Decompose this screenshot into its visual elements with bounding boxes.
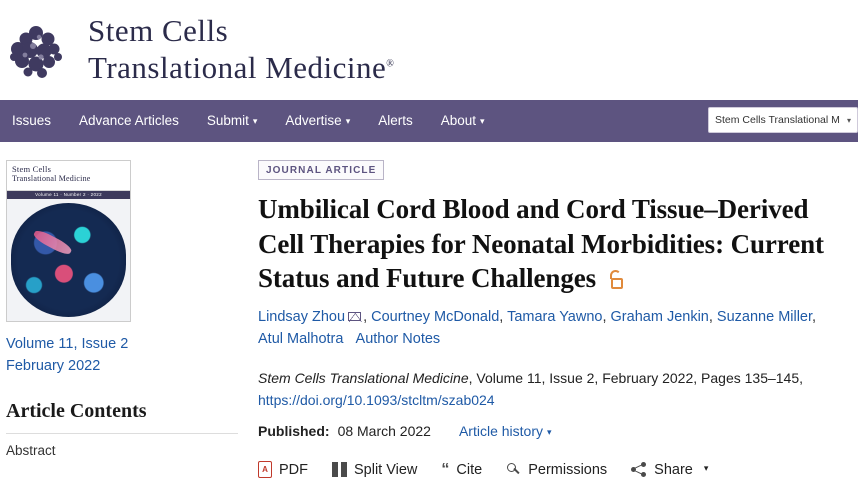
citation-journal-name: Stem Cells Translational Medicine [258,369,469,386]
author-link-2[interactable]: Courtney McDonald [371,308,500,325]
doi-link[interactable]: https://doi.org/10.1093/stcltm/szab024 [258,391,495,408]
nav-item-advance-articles[interactable]: Advance Articles [79,113,179,128]
article-contents-heading: Article Contents [6,399,147,422]
article-toolbar [258,461,842,478]
chevron-down-icon: ▾ [345,116,351,126]
article-history-toggle[interactable]: Article history ▾ [458,423,552,440]
chevron-down-icon: ▾ [703,463,709,474]
published-date: 08 March 2022 [337,423,431,440]
permissions-button[interactable]: Permissions [506,462,607,478]
cite-button[interactable]: “ Cite [441,460,483,478]
main-navigation [0,100,858,142]
author-link-4[interactable]: Graham Jenkin [610,308,709,325]
masthead [0,0,858,100]
cover-masthead [7,161,130,191]
article-header [258,160,858,478]
key-icon [506,462,521,477]
author-list: Lindsay Zhou , Courtney McDonald, Tamara Yawno, Graham Jenkin, Suzanne Miller, Atul Malhotra Author Notes [258,308,817,348]
split-view-icon [332,462,347,477]
citation-line [258,367,842,412]
email-icon[interactable] [348,312,361,321]
cover-volume-band: Volume 11 · Number 2 · 2022 [7,191,130,199]
article-type-badge: JOURNAL ARTICLE [258,160,384,180]
nav-item-issues[interactable]: Issues [12,113,52,128]
citation-rest: , Volume 11, Issue 2, February 2022, Pages 135–145, [468,369,804,386]
page-content [0,142,858,478]
author-link-1[interactable]: Lindsay Zhou [258,308,346,325]
author-notes-link[interactable]: Author Notes [355,331,441,348]
volume-issue-link[interactable]: Volume 11, Issue 2 [6,336,129,352]
journal-title-line1: Stem Cells [88,13,229,49]
page-title [258,192,842,296]
split-view-button[interactable]: Split View [332,462,417,478]
nav-item-about[interactable]: About ▾ [440,113,485,128]
journal-title-line2: Translational Medicine® [88,50,395,85]
author-link-6[interactable]: Atul Malhotra [258,331,344,348]
contents-item-abstract[interactable]: Abstract [6,442,56,458]
chevron-down-icon: ▾ [252,116,258,126]
chevron-down-icon: ▾ [480,116,485,126]
nav-item-submit[interactable]: Submit ▾ [206,113,258,128]
nav-item-advertise[interactable]: Advertise ▾ [285,113,351,128]
stem-cell-cluster-logo[interactable] [6,19,78,81]
article-title-text: Umbilical Cord Blood and Cord Tissue–Derived Cell Therapies for Neonatal Morbidities: Current Status and Future Challenges [258,194,824,294]
author-link-3[interactable]: Tamara Yawno [507,308,603,325]
chevron-down-icon: ▾ [547,427,552,438]
journal-selector[interactable] [708,107,858,133]
published-label: Published: [258,423,330,440]
pdf-button[interactable]: A PDF [258,461,308,478]
issue-date-link[interactable]: February 2022 [6,357,101,374]
cover-microscopy-art [11,203,126,317]
share-button[interactable]: Share ▾ [631,462,708,478]
cover-title-line1: Stem Cells [12,164,52,174]
share-icon [631,462,647,477]
issue-links [6,334,258,378]
author-link-5[interactable]: Suzanne Miller [716,308,813,325]
journal-selector-value: Stem Cells Translational M [715,114,840,126]
open-access-lock-icon [609,270,624,289]
issue-cover-image[interactable] [6,160,131,322]
quote-icon: “ [441,460,450,478]
cover-title-line2: Translational Medicine [12,174,91,183]
trademark-symbol: ® [386,58,395,70]
journal-title[interactable] [88,15,394,84]
publication-row [258,423,842,439]
pdf-icon: A [258,461,272,478]
sidebar [0,160,258,478]
nav-item-alerts[interactable]: Alerts [378,113,413,128]
chevron-down-icon: ▾ [846,115,851,125]
